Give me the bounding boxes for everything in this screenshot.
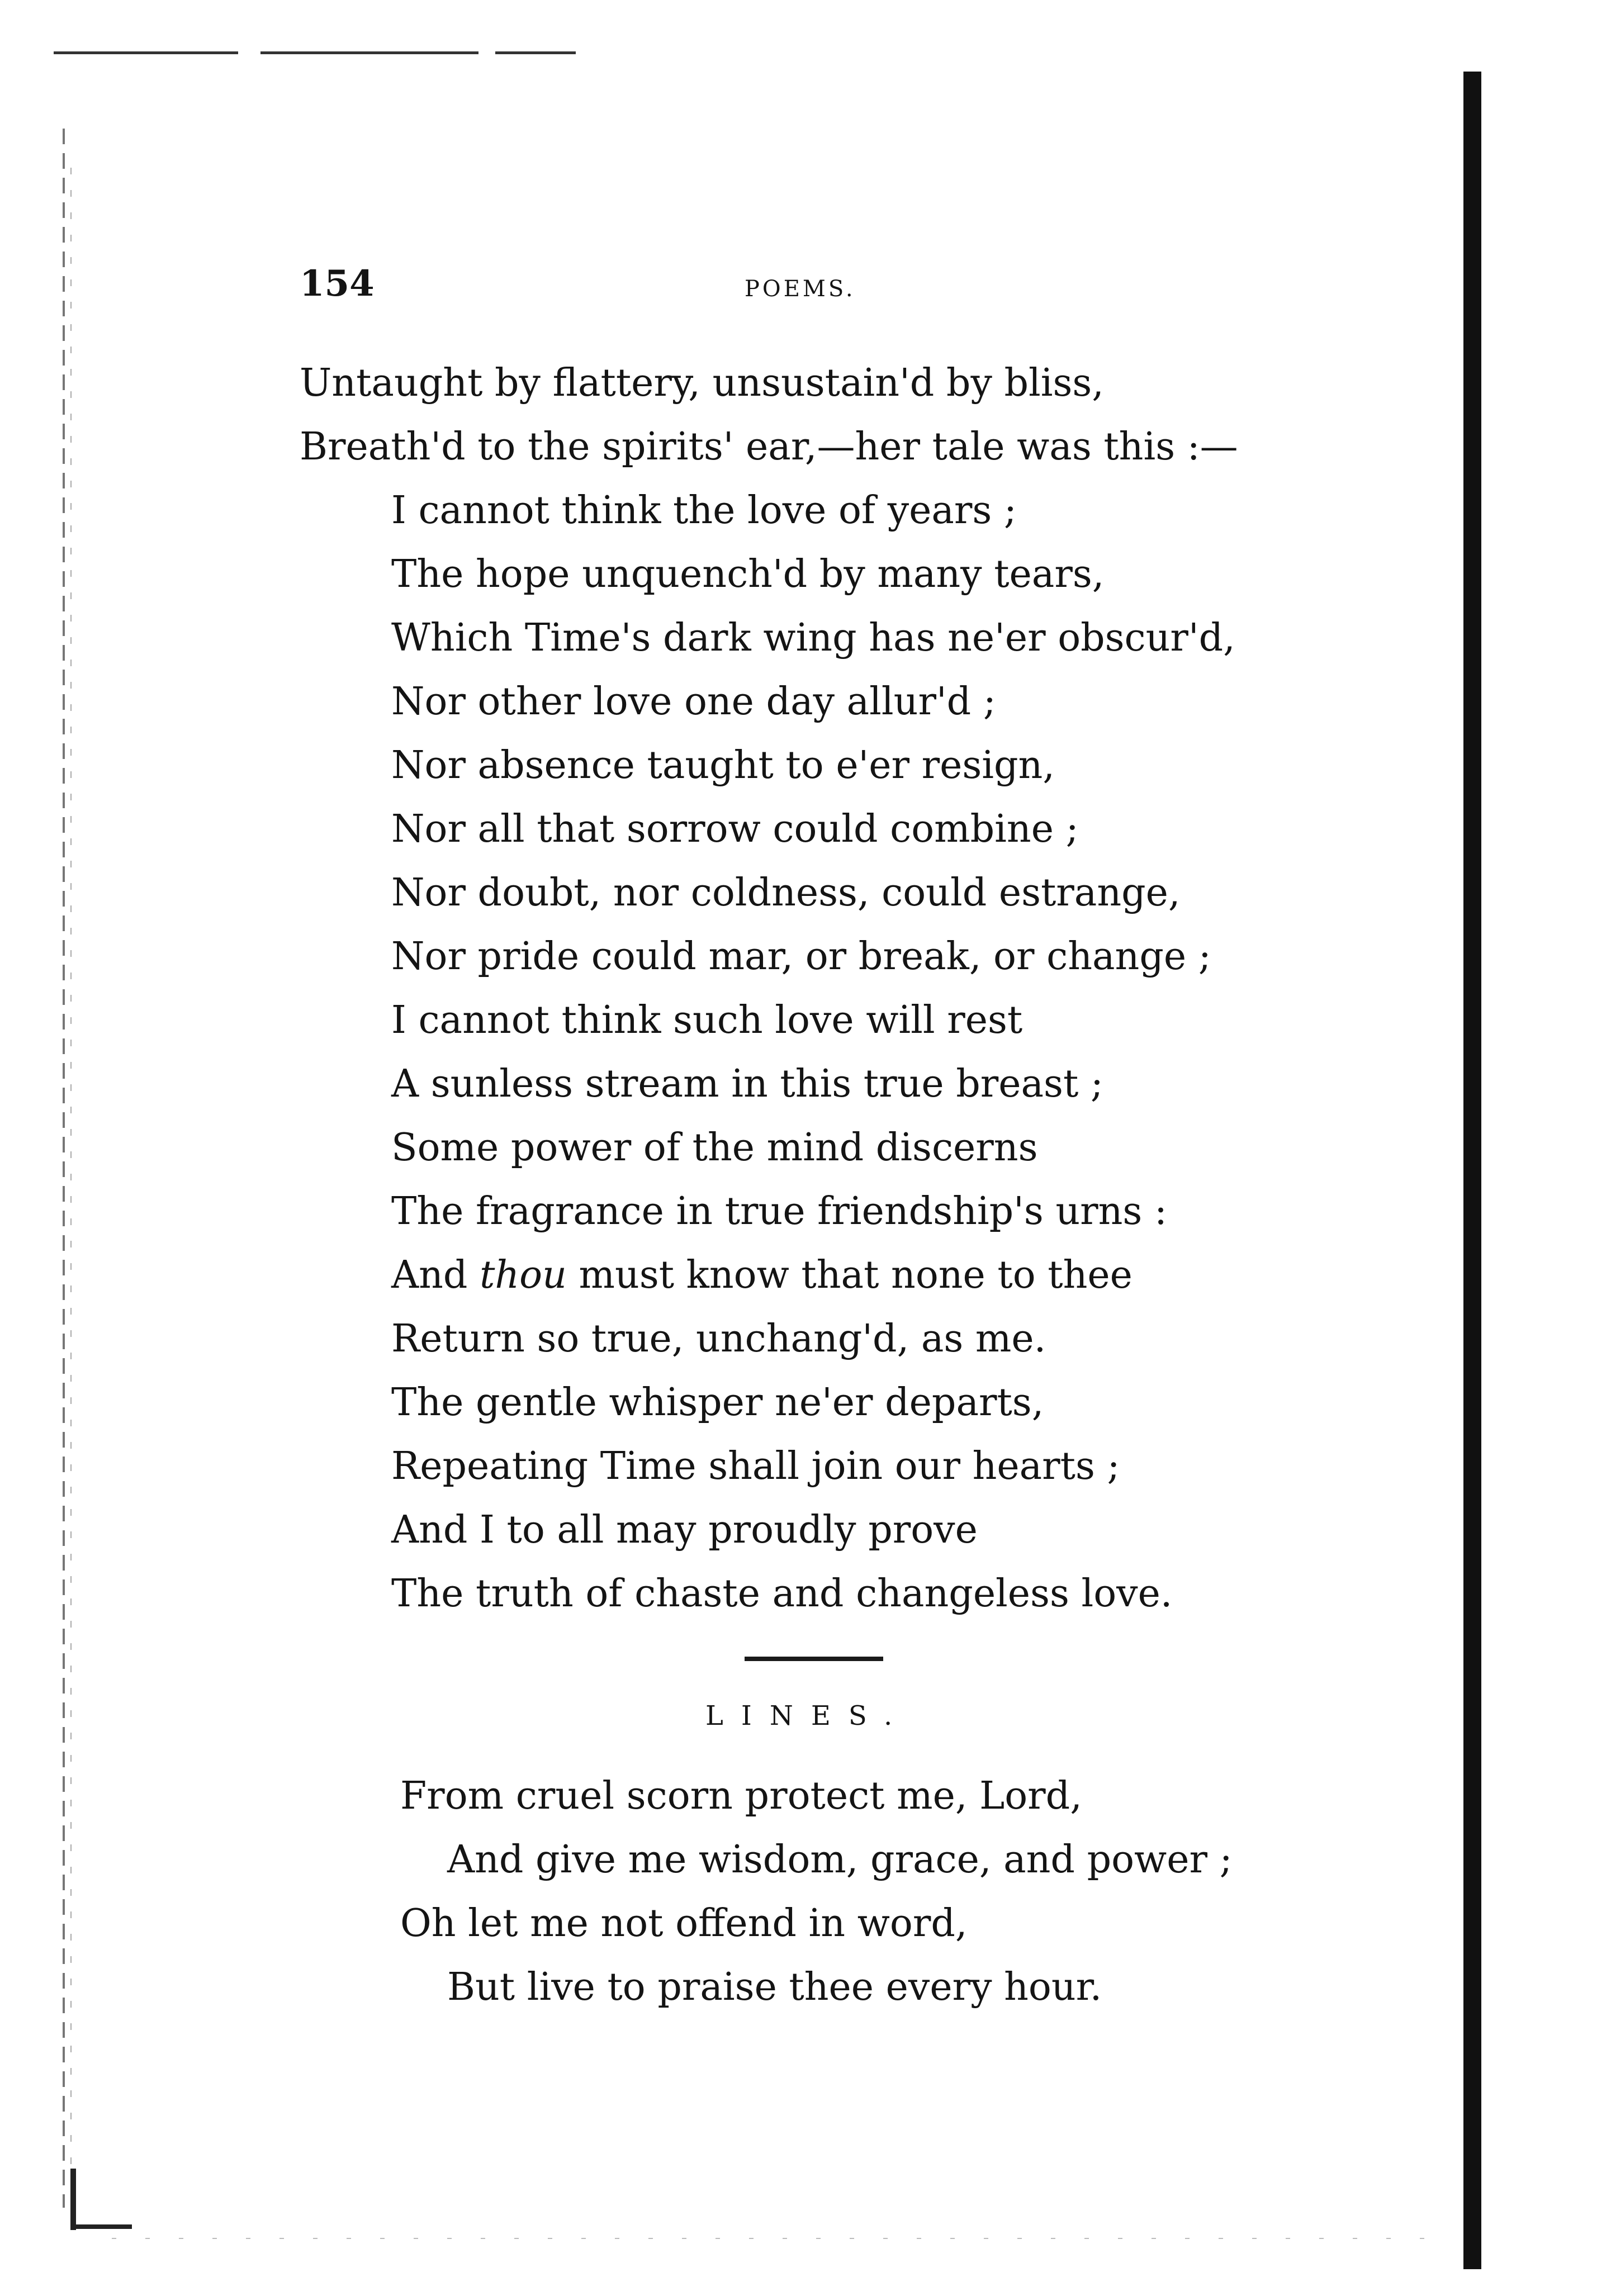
poem-line: From cruel scorn protect me, Lord, <box>400 1774 1082 1818</box>
poem-line: Some power of the mind discerns <box>391 1126 1038 1170</box>
poem-line: Nor other love one day allur'd ; <box>391 680 996 724</box>
scan-artifact-rule <box>495 51 576 54</box>
scan-artifact-rule <box>260 51 478 54</box>
scan-artifact-gutter-bar <box>1463 72 1481 2269</box>
poem-line: The hope unquench'd by many tears, <box>391 552 1105 596</box>
section-divider <box>745 1657 883 1661</box>
poem-line <box>391 1253 1133 1297</box>
poem-line: But live to praise thee every hour. <box>447 1965 1102 2009</box>
poem-line: The truth of chaste and changeless love. <box>391 1572 1173 1616</box>
poem-line-rest: must know that none to thee <box>579 1253 1133 1297</box>
running-title: POEMS. <box>745 276 856 302</box>
italic-word: thou <box>480 1253 567 1297</box>
scan-artifact-bottom-edge <box>112 2238 1453 2239</box>
poem-title: LINES. <box>705 1700 911 1732</box>
poem-line: Repeating Time shall join our hearts ; <box>391 1444 1120 1488</box>
poem-line: Nor all that sorrow could combine ; <box>391 807 1079 851</box>
poem-line-start: And <box>391 1253 468 1297</box>
poem-line: The gentle whisper ne'er departs, <box>391 1381 1044 1425</box>
poem-line: Nor pride could mar, or break, or change ; <box>391 934 1211 979</box>
poem-line: Untaught by flattery, unsustain'd by bliss, <box>300 361 1104 405</box>
poem-line: Oh let me not offend in word, <box>400 1901 968 1946</box>
scan-artifact-left-edge <box>63 129 65 2208</box>
poem-line: And I to all may proudly prove <box>391 1508 978 1552</box>
poem-line: The fragrance in true friendship's urns : <box>391 1189 1167 1234</box>
poem-line: Which Time's dark wing has ne'er obscur'd, <box>391 616 1235 660</box>
poem-line: Return so true, unchang'd, as me. <box>391 1317 1046 1361</box>
poem-line: I cannot think such love will rest <box>391 998 1023 1042</box>
scan-artifact-rule <box>54 51 238 54</box>
page-number: 154 <box>300 263 375 305</box>
scan-artifact-corner <box>70 2224 132 2229</box>
poem-line: Breath'd to the spirits' ear,—her tale was this :— <box>300 425 1238 469</box>
scan-artifact-corner <box>70 2169 76 2230</box>
poem-line: Nor doubt, nor coldness, could estrange, <box>391 871 1181 915</box>
poem-line: And give me wisdom, grace, and power ; <box>447 1838 1233 1882</box>
scan-artifact-left-edge <box>70 168 72 2180</box>
poem-line: I cannot think the love of years ; <box>391 488 1017 533</box>
poem-line: Nor absence taught to e'er resign, <box>391 743 1055 788</box>
poem-line: A sunless stream in this true breast ; <box>391 1062 1103 1106</box>
